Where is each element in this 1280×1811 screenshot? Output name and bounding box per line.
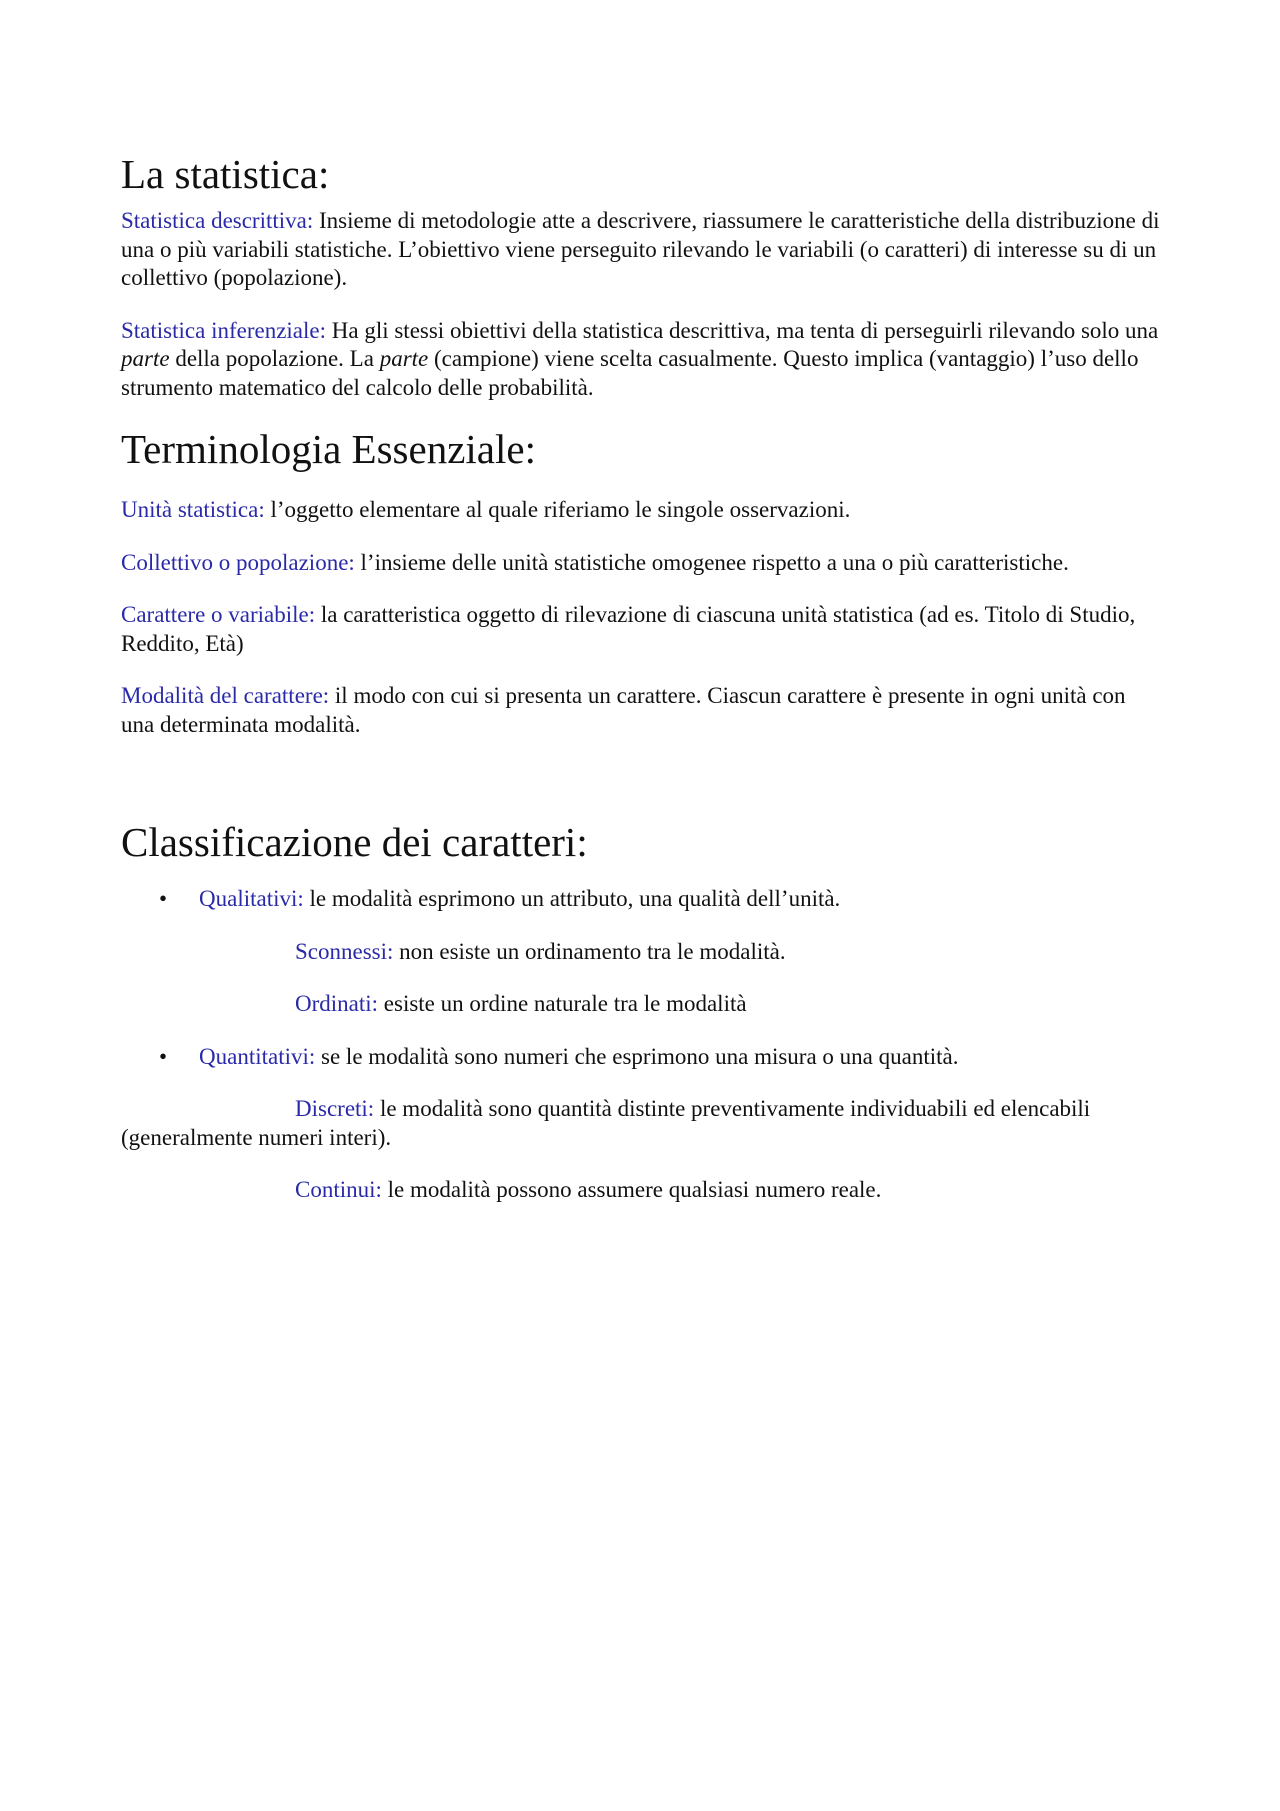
definition-text: (campione) viene scelta casualmente. Questo implica (vantaggio) l’uso dello strumento matematico del calcolo delle probabilità.: [121, 346, 1139, 400]
term-modalita: Modalità del carattere:: [121, 683, 330, 708]
sub-item-discreti: [121, 1095, 1160, 1152]
term-statistica-inferenziale: Statistica inferenziale:: [121, 317, 326, 343]
term-qualitativi: Qualitativi:: [199, 886, 304, 911]
term-unita-statistica: Unità statistica:: [121, 497, 265, 522]
list-item-qualitativi: [121, 885, 1160, 914]
term-statistica-descrittiva: Statistica descrittiva:: [121, 208, 314, 233]
term-sconnessi: Sconnessi:: [295, 938, 394, 964]
list-item-quantitativi: [121, 1043, 1160, 1072]
section-title-statistica: La statistica:: [121, 151, 330, 197]
definition-text: la caratteristica oggetto di rilevazione di ciascuna unità statistica (ad es. Titolo di Studio, Reddito, Età): [121, 602, 1136, 656]
emphasis-parte: parte: [121, 346, 170, 371]
term-continui: Continui:: [295, 1177, 382, 1202]
definition-text: le modalità esprimono un attributo, una qualità dell’unità.: [303, 886, 841, 911]
section-title-classificazione: Classificazione dei caratteri:: [121, 819, 588, 865]
term-discreti: Discreti:: [295, 1096, 375, 1121]
sub-item-sconnessi: [121, 938, 1160, 967]
definition-text: Ha gli stessi obiettivi della statistica descrittiva, ma tenta di perseguirli rilevando solo una: [326, 317, 1159, 343]
bullet-icon: •: [159, 886, 168, 911]
definition-collettivo: [121, 549, 1160, 578]
definition-text: l’oggetto elementare al quale riferiamo le singole osservazioni.: [264, 497, 851, 522]
definition-text: l’insieme delle unità statistiche omogenee rispetto a una o più caratteristiche.: [354, 549, 1069, 575]
emphasis-parte: parte: [379, 346, 429, 371]
definition-text: le modalità sono quantità distinte preventivamente individuabili ed elencabili (generalmente numeri interi).: [121, 1096, 1091, 1150]
definition-modalita: [121, 682, 1160, 739]
term-collettivo: Collettivo o popolazione:: [121, 549, 355, 575]
definition-carattere: [121, 601, 1160, 658]
term-carattere: Carattere o variabile:: [121, 602, 316, 627]
sub-item-continui: [121, 1176, 1160, 1205]
definition-text: non esiste un ordinamento tra le modalità.: [393, 938, 786, 964]
definition-text: se le modalità sono numeri che esprimono una misura o una quantità.: [315, 1043, 959, 1069]
bullet-icon: •: [159, 1043, 168, 1069]
definition-text: il modo con cui si presenta un carattere. Ciascun carattere è presente in ogni unità con una determinata modalità.: [121, 683, 1126, 737]
definition-text: della popolazione. La: [169, 346, 380, 371]
paragraph-statistica-inferenziale: [121, 317, 1160, 403]
definition-unita-statistica: [121, 496, 1160, 525]
section-title-terminologia: Terminologia Essenziale:: [121, 426, 536, 472]
term-quantitativi: Quantitativi:: [199, 1043, 316, 1069]
sub-item-ordinati: [121, 990, 1160, 1019]
paragraph-statistica-descrittiva: [121, 207, 1160, 293]
term-ordinati: Ordinati:: [295, 991, 379, 1016]
definition-text: esiste un ordine naturale tra le modalità: [378, 991, 747, 1016]
definition-text: le modalità possono assumere qualsiasi numero reale.: [381, 1177, 882, 1202]
definition-text: Insieme di metodologie atte a descrivere, riassumere le caratteristiche della distribuzione di una o più variabili statistiche. L’obiettivo viene perseguito rilevando le variabili (o caratteri) di interesse su di un collettivo (popolazione).: [121, 208, 1160, 290]
